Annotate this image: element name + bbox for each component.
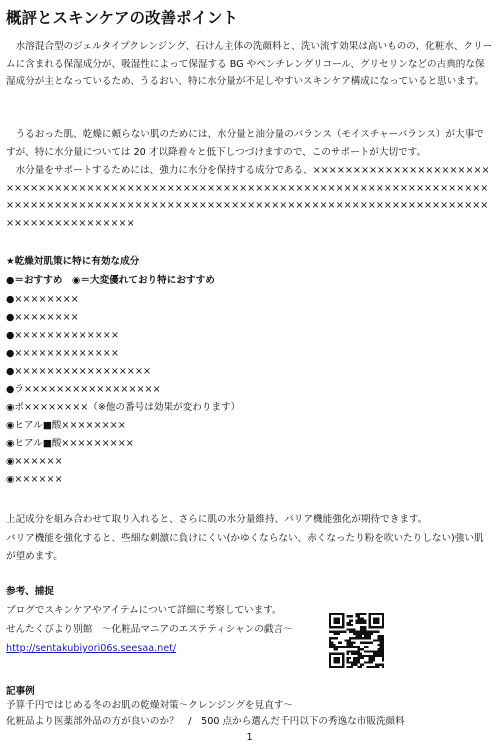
- ingredient-item: ◉ポ××××××××（※他の番号は効果が変わります）: [6, 402, 241, 413]
- ingredients-heading: ★乾燥対肌策に特に有効な成分: [6, 256, 140, 267]
- ingredient-item: ●×××××××××××××××××: [6, 366, 152, 377]
- reference-heading: 参考、捕捉: [6, 586, 54, 597]
- articles-heading: 記事例: [6, 686, 35, 697]
- article-link-2[interactable]: 化粧品より医薬部外品の方が良いのか？ / 500 点から選んだ千円以下の秀逸な市販洗顔料: [6, 716, 405, 727]
- ingredient-item: ●××××××××: [6, 294, 79, 305]
- ingredient-item: ◉ヒアル■酸×××××××××: [6, 438, 134, 449]
- reference-line-2: せんたくびより別館 ～化粧品マニアのエステティシャンの戯言～: [6, 624, 293, 635]
- intro-paragraph-3: 水分量をサポートするためには、強力に水分を保持する成分である、××××××××××××××××××××××××××××××××××××××××××××××××××××××××××××××××××××××××××××××××××××××××××××××××××××××××××××××××××××××××××××××××××××××××××××××××××××××××××××××: [6, 165, 490, 229]
- reference-line-1: ブログでスキンケアやアイテムについて詳細に考察しています。: [6, 605, 282, 616]
- ingredient-item: ●××××××××: [6, 312, 79, 323]
- closing-paragraph-1: 上記成分を組み合わせて取り入れると、さらに肌の水分量維持、バリア機能強化が期待できます。: [6, 514, 428, 525]
- page-number: 1: [246, 732, 253, 743]
- page-title: 概評とスキンケアの改善ポイント: [6, 9, 239, 27]
- closing-paragraph-2: バリア機能を強化すると、些細な刺激に負けにくい(かゆくならない、赤くなったり粉を吹いたりしない)強い肌が望めます。: [6, 533, 484, 562]
- blog-link[interactable]: http://sentakubiyori06s.seesaa.net/: [6, 643, 177, 654]
- intro-paragraph-1: 水溶混合型のジェルタイプクレンジング、石けん主体の洗顔料と、洗い流す効果は高いものの、化粧水、クリームに含まれる保湿成分が、吸湿性によって保湿する BG やペンチレングリコール、グリセリンなどの古典的な保湿成分が主となっているため、うるおい、特に水分量が不足しやすいスキンケア構成になっていると思います。: [6, 41, 493, 88]
- ingredient-item: ◉ヒアル■酸××××××××: [6, 420, 126, 431]
- article-link-1[interactable]: 予算千円ではじめる冬のお肌の乾燥対策～クレンジングを見直す～: [6, 700, 293, 711]
- ingredient-item: ●×××××××××××××: [6, 348, 119, 359]
- intro-paragraph-2: うるおった肌、乾燥に頼らない肌のためには、水分量と油分量のバランス（モイスチャーバランス）が大事ですが、特に水分量については 20 才以降着々と低下しつづけますので、このサポートが大切です。: [6, 129, 484, 158]
- ingredient-item: ●×××××××××××××: [6, 330, 119, 341]
- ingredient-item: ●ラ×××××××××××××××××: [6, 384, 161, 395]
- qr-code-icon: [329, 613, 384, 668]
- ingredient-item: ◉××××××: [6, 456, 63, 467]
- ingredient-item: ◉××××××: [6, 474, 63, 485]
- ingredients-legend: ●＝おすすめ ◉＝大変優れており特におすすめ: [6, 275, 215, 286]
